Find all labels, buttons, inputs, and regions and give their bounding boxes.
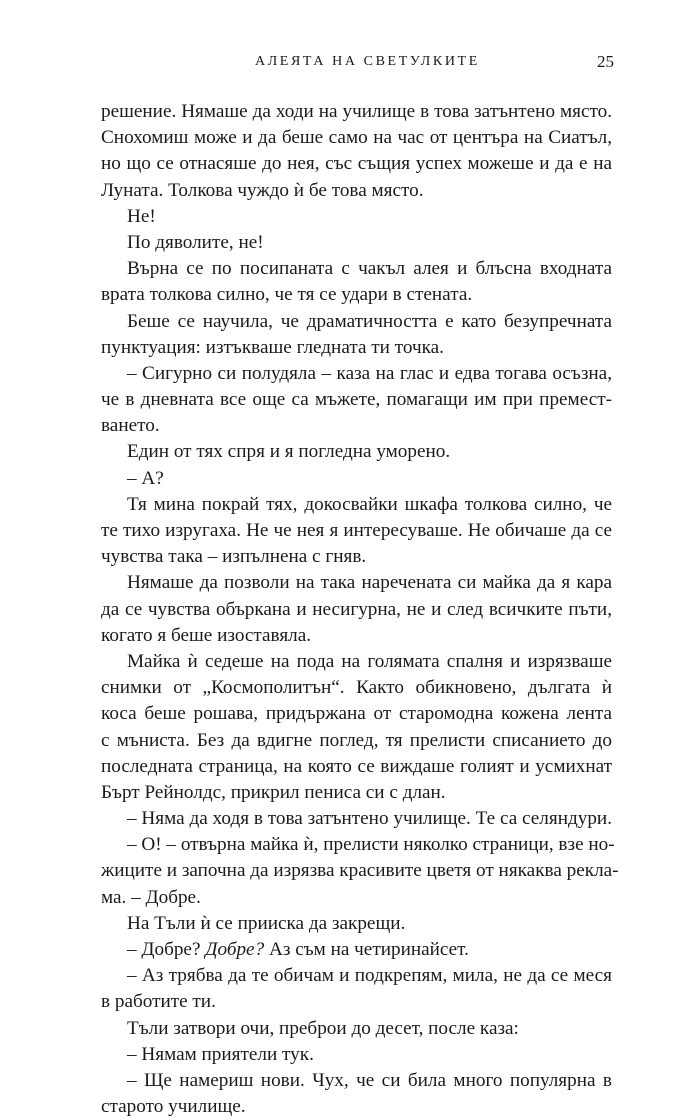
text-line: снимки от „Космополитън“. Както обикновено, дългата ѝ: [101, 677, 612, 699]
text-line: Тя мина покрай тях, докосвайки шкафа толкова силно, че: [127, 493, 612, 515]
running-head: АЛЕЯТА НА СВЕТУЛКИТЕ: [255, 54, 480, 69]
text-line: Един от тях спря и я погледна уморено.: [127, 441, 451, 463]
text-line: пунктуация: изтъкваше гледната ти точка.: [101, 336, 444, 358]
text-line: [101, 937, 612, 963]
text-line: но що се отнасяше до нея, със същия успех можеше и да е на: [101, 153, 612, 175]
text-line: – Няма да ходя в това затънтено училище. Те са селяндури.: [127, 808, 612, 830]
text-line: коса беше рошава, придържана от старомодна кожена лента: [101, 703, 612, 725]
text-line: Тъли затвори очи, преброи до десет, после каза:: [127, 1017, 519, 1039]
text-line: Бърт Рейнолдс, прикрил пениса си с длан.: [101, 781, 446, 803]
text-line: с мъниста. Без да вдигне поглед, тя прелисти списанието до: [101, 729, 612, 751]
text-line: решение. Нямаше да ходи на училище в това затънтено място.: [101, 101, 612, 122]
text-line: последната страница, на която се виждаше голият и усмихнат: [101, 755, 612, 777]
italic-emphasis: Добре?: [205, 939, 265, 960]
text-line: Майка ѝ седеше на пода на голямата спалня и изрязваше: [127, 650, 612, 672]
text-line: когато я беше изоставяла.: [101, 624, 312, 646]
page-number: 25: [597, 52, 614, 71]
text-line: Не!: [127, 205, 156, 227]
dialogue-rest: Аз съм на четиринайсет.: [268, 939, 469, 960]
text-line: врата толкова силно, че тя се удари в стената.: [101, 284, 473, 306]
text-line: – Аз трябва да те обичам и подкрепям, мила, не да се меся: [127, 965, 612, 987]
text-line: На Тъли ѝ се прииска да закрещи.: [127, 912, 406, 934]
text-line: – А?: [127, 467, 164, 489]
page-body-text: [101, 99, 619, 1120]
text-line: – Ще намериш нови. Чух, че си била много популярна в: [127, 1069, 612, 1091]
text-line: По дяволите, не!: [127, 231, 264, 253]
text-line: Беше се научила, че драматичността е като безупречната: [127, 310, 612, 332]
text-line: че в дневната все още са мъжете, помагащи им при премест-: [101, 389, 612, 411]
text-line: Снохомиш може и да беше само на час от центъра на Сиатъл,: [101, 127, 612, 149]
text-line: жиците и започна да изрязва красивите цветя от някаква рекла-: [101, 860, 619, 882]
text-line: в работите ти.: [101, 991, 216, 1013]
text-line: – Сигурно си полудяла – каза на глас и едва тогава осъзна,: [127, 362, 612, 384]
text-line: ването.: [101, 415, 160, 437]
text-line: Върна се по посипаната с чакъл алея и блъсна входната: [127, 258, 612, 280]
text-line: чувства така – изпълнена с гняв.: [101, 546, 367, 568]
text-line: старото училище.: [101, 1096, 246, 1118]
text-line: Луната. Толкова чуждо ѝ бе това място.: [101, 179, 424, 201]
text-line: да се чувства объркана и несигурна, не и след всичките пъти,: [101, 598, 612, 620]
text-line: те тихо изругаха. Не че нея я интересуваше. Не обичаше да се: [101, 520, 612, 541]
text-line: Нямаше да позволи на така наречената си майка да я кара: [127, 572, 612, 594]
text-line: – О! – отвърна майка ѝ, прелисти няколко страници, взе но-: [127, 834, 615, 856]
dialogue-prefix: – Добре?: [127, 939, 206, 960]
text-line: – Нямам приятели тук.: [127, 1043, 314, 1065]
text-line: ма. – Добре.: [101, 886, 201, 908]
